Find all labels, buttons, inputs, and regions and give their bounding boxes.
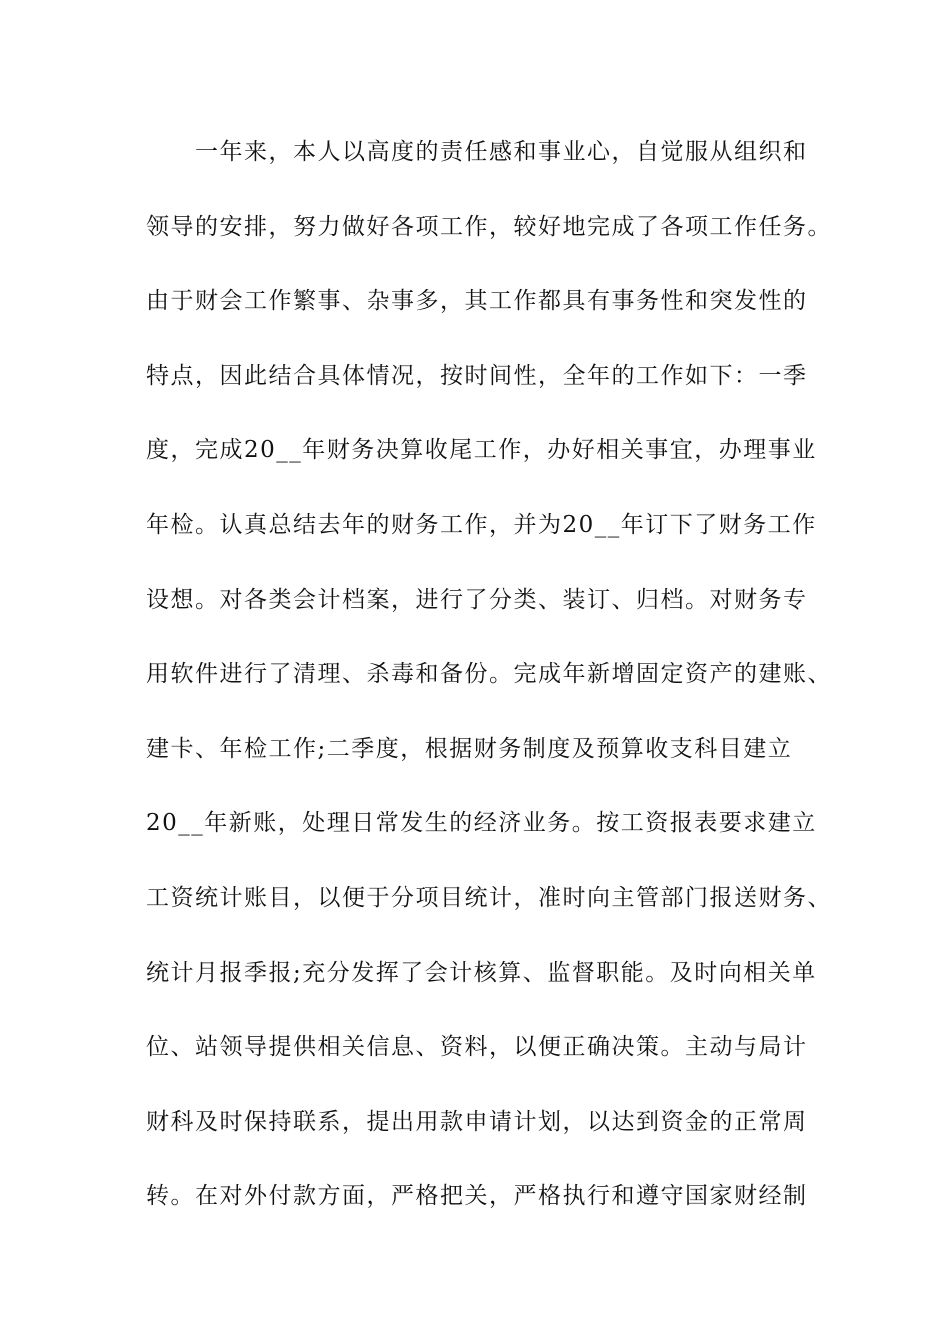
text-line: 年检。认真总结去年的财务工作，并为20__年订下了财务工作 [146,511,817,538]
text-line: 由于财会工作繁事、杂事多，其工作都具有事务性和突发性的 [146,288,808,315]
text-line: 用软件进行了清理、杀毒和备份。完成年新增固定资产的建账、 [146,661,832,688]
text-line: 转。在对外付款方面，严格把关，严格执行和遵守国家财经制 [146,1183,808,1210]
text-line: 工资统计账目，以便于分项目统计，准时向主管部门报送财务、 [146,884,832,911]
text-line: 度，完成20__年财务决算收尾工作，办好相关事宜，办理事业 [146,437,817,464]
text-line: 20__年新账，处理日常发生的经济业务。按工资报表要求建立 [146,810,817,837]
text-line: 建卡、年检工作;二季度，根据财务制度及预算收支科目建立 [146,735,793,762]
text-line: 领导的安排，努力做好各项工作，较好地完成了各项工作任务。 [146,213,832,240]
text-line: 统计月报季报;充分发挥了会计核算、监督职能。及时向相关单 [146,959,817,986]
text-line: 财科及时保持联系，提出用款申请计划，以达到资金的正常周 [146,1108,808,1135]
text-line: 一年来，本人以高度的责任感和事业心，自觉服从组织和 [146,139,808,165]
text-line: 设想。对各类会计档案，进行了分类、装订、归档。对财务专 [146,586,808,613]
body-paragraph [146,132,832,1251]
text-line: 位、站领导提供相关信息、资料，以便正确决策。主动与局计 [146,1034,808,1061]
text-line: 特点，因此结合具体情况，按时间性，全年的工作如下：一季 [146,362,808,389]
